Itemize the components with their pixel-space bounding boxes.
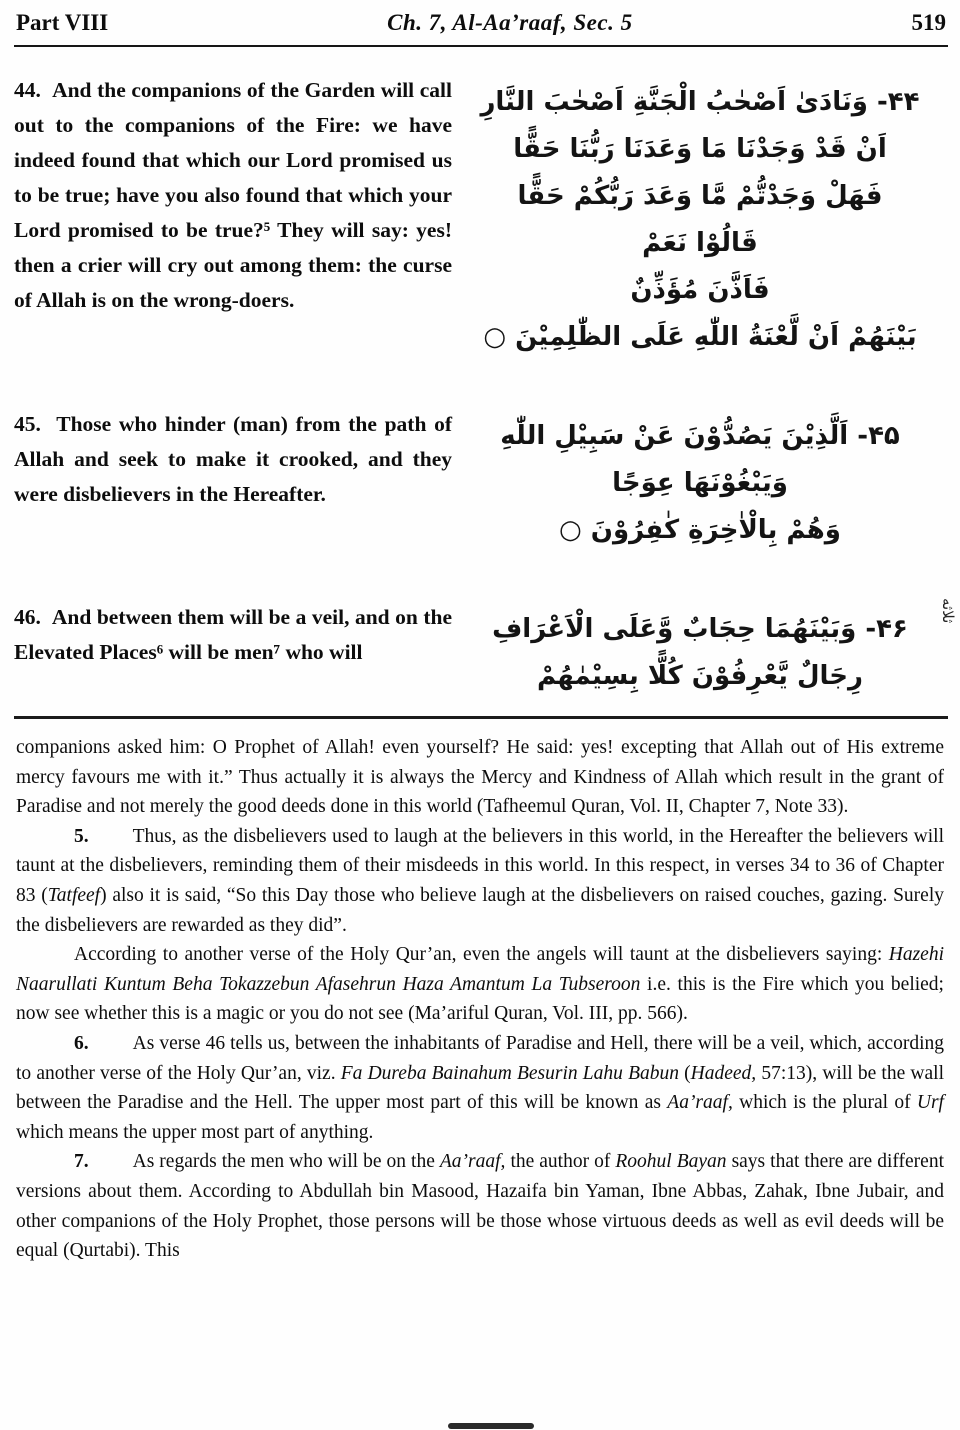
footnote-number: 7. <box>74 1151 89 1173</box>
verses-section <box>14 73 948 700</box>
verse-english-text: 45. Those who hinder (man) from the path of Allah and seek to make it crooked, and they were disbelievers in the Hereafter. <box>14 412 452 506</box>
footnote-text-segment: companions asked him: O Prophet of Allah! even yourself? He said: yes! excepting that Allah out of His extreme mercy favours me with it.” Thus actually it is always the Mercy and Kindness of Allah which result in the grant of Paradise and not merely the good deeds done in this world (Tafheemul Quran, Vol. II, Chapter 7, Note 33). <box>16 737 944 818</box>
footnote-text-segment: According to another verse of the Holy Qur’an, even the angels will taunt at the disbelievers saying: <box>74 944 889 966</box>
footnote-paragraph <box>16 1029 944 1147</box>
footnote-text-segment: Aa’raaf, <box>439 1151 506 1173</box>
verse-row <box>14 407 926 554</box>
footnote-text-segment: which is the plural of <box>732 1092 917 1114</box>
footnote-text-segment: Aa’raaf, <box>667 1092 733 1114</box>
verse-english-text: 46. And between them will be a veil, and on the Elevated Places⁶ will be men⁷ who will <box>14 605 452 664</box>
verse-arabic-text <box>474 600 926 700</box>
footnote-text-segment: Hadeed, <box>690 1062 757 1084</box>
section-divider <box>14 716 948 719</box>
footnotes-section <box>14 733 948 1266</box>
footnote-text-segment: ( <box>678 1062 691 1084</box>
footnote-paragraph <box>16 822 944 940</box>
footnote-text-segment: Fa Dureba Bainahum Besurin Lahu Babun <box>340 1062 679 1084</box>
arabic-line: ۴۵- اَلَّذِيْنَ يَصُدُّوْنَ عَنْ سَبِيْلِ اللّٰهِ <box>500 421 900 451</box>
arabic-line: فَهَلْ وَجَدْتُّمْ مَّا وَعَدَ رَبُّكُمْ حَقًّا <box>517 181 883 211</box>
footnote-text-segment: the author of <box>505 1151 616 1173</box>
arabic-line: اَنْ قَدْ وَجَدْنَا مَا وَعَدَنَا رَبُّنَا حَقًّا <box>513 134 887 164</box>
footnote-text-segment: Thus, as the disbelievers used to laugh at the believers in this world, in the Hereafter the believers will taunt at the disbelievers, reminding them of their misdeeds in this world. In this respect, in verses 34 to 36 of Chapter 83 ( <box>16 825 944 906</box>
footnote-text-segment: 57:13), will be the wall between the Paradise and the Hell. The upper most part of this will be known as <box>16 1062 944 1114</box>
arabic-line: رِجَالٌ يَّعْرِفُوْنَ كُلًّا بِسِيْمٰهُمْ <box>537 661 863 691</box>
arabic-line: ۴۴- وَنَادَىٰ اَصْحٰبُ الْجَنَّةِ اَصْحٰبَ النَّارِ <box>480 87 920 117</box>
verse-arabic-text <box>474 407 926 554</box>
footnote-text-segment: ) also it is said, “So this Day those who believe laugh at the disbelievers on raised couches, gazing. Surely the disbelievers are rewarded as they did”. <box>16 884 944 936</box>
footnote-text-segment: Urf <box>916 1092 944 1114</box>
arabic-line: ۴۶- وَبَيْنَهُمَا حِجَابٌ وَّعَلَى الْاَعْرَافِ <box>492 614 908 644</box>
header-page-number: 519 <box>911 10 946 35</box>
footnote-number: 5. <box>74 825 89 847</box>
footnote-text-segment: i.e. this is the Fire which you belied; now see whether this is a magic or you do not see (Ma’ariful Quran, Vol. III, pp. 566). <box>16 973 944 1025</box>
arabic-line: وَيَبْغُوْنَهَا عِوَجًا <box>612 468 788 498</box>
footnote-text-segment: Tatfeef <box>47 884 101 906</box>
verse-arabic-text <box>474 73 926 361</box>
footnote-text-segment: As regards the men who will be on the <box>132 1151 440 1173</box>
header-part-label: Part VIII <box>16 10 109 35</box>
footnote-paragraph <box>16 940 944 1029</box>
arabic-line: قَالُوْا نَعَمْ <box>642 228 758 258</box>
footnote-text-segment: Roohul Bayan <box>615 1151 727 1173</box>
footnote-paragraph <box>16 733 944 822</box>
verse-row <box>14 73 926 361</box>
footnote-text-segment: which means the upper most part of anything. <box>16 1121 374 1143</box>
footnote-text-segment: says that there are different versions about them. According to Abdullah bin Masood, Hazaifa bin Yaman, Ibne Abbas, Zahak, Ibne Jubair, and other companions of the Holy Prophet, those persons will be those whose virtuous deeds as well as evil deeds will be equal (Qurtabi). This <box>16 1151 944 1262</box>
arabic-line: وَهُمْ بِالْاٰخِرَةِ كٰفِرُوْنَ ○ <box>559 515 841 545</box>
footnote-text-segment: Hazehi Naarullati Kuntum Beha Tokazzebun Afasehrun Haza Amantum La Tubseroon <box>16 944 944 995</box>
arabic-line: بَيْنَهُمْ اَنْ لَّعْنَةُ اللّٰهِ عَلَى الظّٰلِمِيْنَ ○ <box>483 322 917 352</box>
page-header <box>14 10 948 47</box>
header-chapter-title: Ch. 7, Al-Aa’raaf, Sec. 5 <box>387 10 633 35</box>
arabic-line: فَاَذَّنَ مُؤَذِّنٌ <box>630 275 770 305</box>
verse-english-text: 44. And the companions of the Garden will call out to the companions of the Fire: we have indeed found that which our Lord promised us to be true; have you also found that which your Lord promised to be true?⁵ They will say: yes! then a crier will cry out among them: the curse of Allah is on the wrong-doers. <box>14 78 452 312</box>
page-bottom-crop-mark <box>448 1423 534 1429</box>
verse-row <box>14 600 926 700</box>
margin-marker: ثلاثه <box>939 598 957 624</box>
footnote-number: 6. <box>74 1032 89 1054</box>
footnote-text-segment: As verse 46 tells us, between the inhabitants of Paradise and Hell, there will be a veil, which, according to another verse of the Holy Qur’an, viz. <box>16 1032 944 1084</box>
footnote-paragraph <box>16 1147 944 1265</box>
